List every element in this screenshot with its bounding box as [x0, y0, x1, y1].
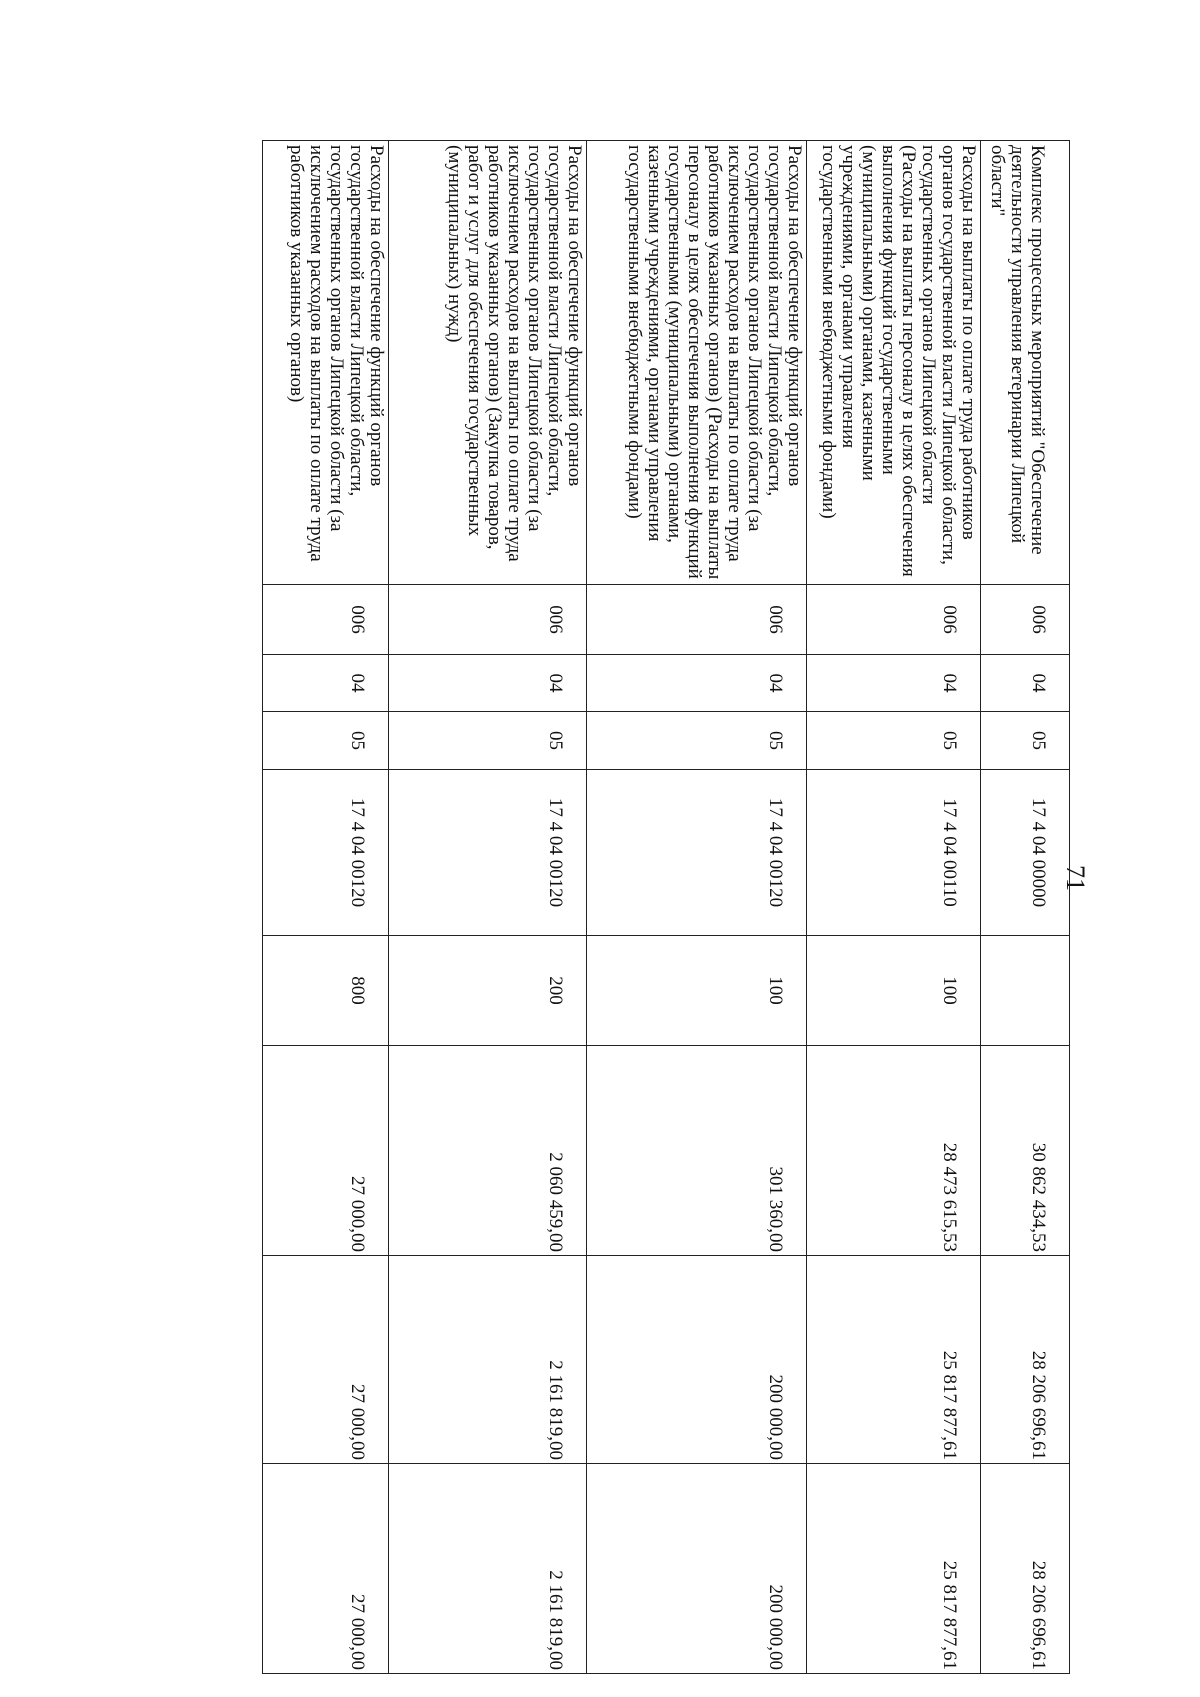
expense-type-code: 100 [807, 936, 981, 1046]
section-code: 04 [587, 655, 807, 712]
row-name: Расходы на обеспечение функций органов государственной власти Липецкой области, государственных органов Липецкой области (за исключением расходов на выплаты по оплате труда работников указанных органов) (Закупка товаров, работ и услуг для обеспечения государственных (муниципальных) нужд) [389, 141, 587, 585]
subsection-code: 05 [389, 712, 587, 770]
amount-year-1: 301 360,00 [587, 1046, 807, 1256]
section-code: 04 [389, 655, 587, 712]
table-row [807, 141, 981, 1674]
amount-year-2: 28 206 696,61 [981, 1256, 1070, 1464]
ministry-code: 006 [263, 585, 389, 655]
target-article-code: 17 4 04 00120 [263, 770, 389, 936]
expense-type-code: 200 [389, 936, 587, 1046]
target-article-code: 17 4 04 00000 [981, 770, 1070, 936]
section-code: 04 [807, 655, 981, 712]
amount-year-2: 2 161 819,00 [389, 1256, 587, 1464]
amount-year-1: 28 473 615,53 [807, 1046, 981, 1256]
amount-year-2: 200 000,00 [587, 1256, 807, 1464]
expense-type-code: 100 [587, 936, 807, 1046]
amount-year-1: 27 000,00 [263, 1046, 389, 1256]
amount-year-3: 200 000,00 [587, 1464, 807, 1674]
amount-year-3: 28 206 696,61 [981, 1464, 1070, 1674]
row-name: Расходы на обеспечение функций органов государственной власти Липецкой области, государственных органов Липецкой области (за исключением расходов на выплаты по оплате труда работников указанных органов) [263, 141, 389, 585]
ministry-code: 006 [389, 585, 587, 655]
subsection-code: 05 [807, 712, 981, 770]
subsection-code: 05 [981, 712, 1070, 770]
section-code: 04 [263, 655, 389, 712]
amount-year-2: 27 000,00 [263, 1256, 389, 1464]
ministry-code: 006 [807, 585, 981, 655]
amount-year-3: 27 000,00 [263, 1464, 389, 1674]
amount-year-3: 2 161 819,00 [389, 1464, 587, 1674]
table-row [587, 141, 807, 1674]
table-row [263, 141, 389, 1674]
target-article-code: 17 4 04 00110 [807, 770, 981, 936]
expense-type-code [981, 936, 1070, 1046]
expense-type-code: 800 [263, 936, 389, 1046]
subsection-code: 05 [587, 712, 807, 770]
amount-year-2: 25 817 877,61 [807, 1256, 981, 1464]
row-name: Расходы на выплаты по оплате труда работников органов государственной власти Липецкой области, государственных органов Липецкой области (Расходы на выплаты персоналу в целях обеспечения выполнения функций государственными (муниципальными) органами, казенными учреждениями, органами управления государственными внебюджетными фондами) [807, 141, 981, 585]
row-name: Расходы на обеспечение функций органов государственной власти Липецкой области, государственных органов Липецкой области (за исключением расходов на выплаты по оплате труда работников указанных органов) (Расходы на выплаты персоналу в целях обеспечения выполнения функций государственными (муниципальными) органами, казенными учреждениями, органами управления государственными внебюджетными фондами) [587, 141, 807, 585]
target-article-code: 17 4 04 00120 [587, 770, 807, 936]
section-code: 04 [981, 655, 1070, 712]
ministry-code: 006 [981, 585, 1070, 655]
row-name: Комплекс процессных мероприятий "Обеспечение деятельности управления ветеринарии Липецкой области" [981, 141, 1070, 585]
ministry-code: 006 [587, 585, 807, 655]
budget-table [262, 140, 1070, 1674]
table-row [981, 141, 1070, 1674]
table-row [389, 141, 587, 1674]
page-number: 71 [1061, 865, 1090, 891]
amount-year-3: 25 817 877,61 [807, 1464, 981, 1674]
amount-year-1: 30 862 434,53 [981, 1046, 1070, 1256]
subsection-code: 05 [263, 712, 389, 770]
target-article-code: 17 4 04 00120 [389, 770, 587, 936]
amount-year-1: 2 060 459,00 [389, 1046, 587, 1256]
